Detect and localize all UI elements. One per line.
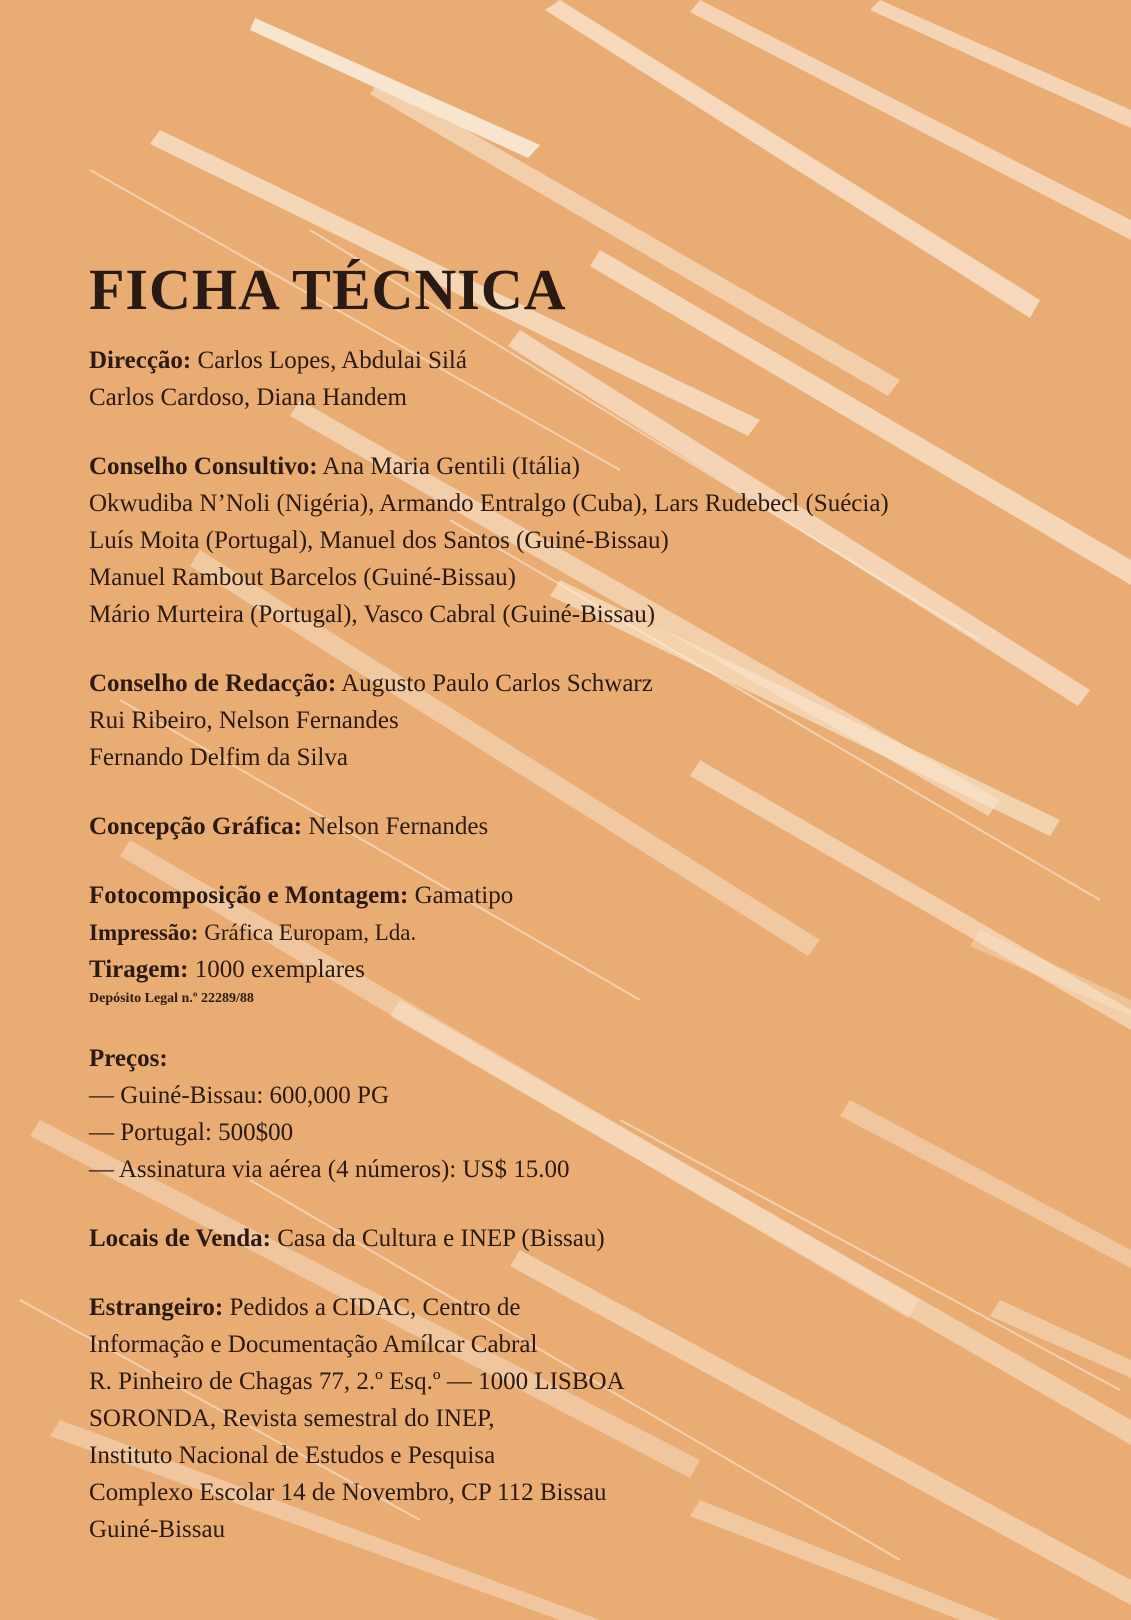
- direccao-section: [89, 342, 1089, 416]
- preco-item: — Portugal: 500$00: [89, 1119, 294, 1146]
- impressao-value: Gráfica Europam, Lda.: [198, 920, 417, 945]
- deposito-legal: Depósito Legal n.º 22289/88: [89, 991, 254, 1006]
- concepcao-line: [89, 808, 1089, 845]
- conselho-redaccao-label: Conselho de Redacção:: [89, 670, 337, 697]
- precos-section: [89, 1040, 1089, 1188]
- conselho-consultivo-line: [89, 448, 1089, 485]
- precos-label: Preços:: [89, 1045, 168, 1072]
- page-title: FICHA TÉCNICA: [89, 257, 567, 322]
- estrangeiro-line-6: Complexo Escolar 14 de Novembro, CP 112 Bissau: [89, 1479, 607, 1506]
- direccao-value: Carlos Lopes, Abdulai Silá: [191, 347, 467, 374]
- conselho-consultivo-value: Ana Maria Gentili (Itália): [317, 453, 580, 480]
- preco-item: — Assinatura via aérea (4 números): US$ 15.00: [89, 1156, 570, 1183]
- estrangeiro-value: Pedidos a CIDAC, Centro de: [223, 1294, 521, 1321]
- conselho-consultivo-label: Conselho Consultivo:: [89, 453, 318, 480]
- locais-label: Locais de Venda:: [89, 1225, 271, 1252]
- estrangeiro-section: [89, 1289, 1089, 1548]
- estrangeiro-line-3: R. Pinheiro de Chagas 77, 2.º Esq.º — 1000 LISBOA: [89, 1368, 625, 1395]
- producao-section: [89, 877, 1089, 1010]
- estrangeiro-line-4: SORONDA, Revista semestral do INEP,: [89, 1405, 495, 1432]
- locais-section: [89, 1220, 1089, 1257]
- concepcao-section: [89, 808, 1089, 845]
- estrangeiro-label: Estrangeiro:: [89, 1294, 224, 1321]
- conselho-consultivo-line-2: Okwudiba N’Noli (Nigéria), Armando Entralgo (Cuba), Lars Rudebecl (Suécia): [89, 490, 889, 517]
- impressao-line: [89, 914, 1089, 951]
- impressao-label: Impressão:: [89, 920, 199, 945]
- estrangeiro-line-7: Guiné-Bissau: [89, 1516, 226, 1543]
- fotocomposicao-label: Fotocomposição e Montagem:: [89, 882, 409, 909]
- concepcao-label: Concepção Gráfica:: [89, 813, 303, 840]
- tiragem-value: 1000 exemplares: [188, 956, 365, 983]
- conselho-consultivo-line-3: Luís Moita (Portugal), Manuel dos Santos (Guiné-Bissau): [89, 527, 669, 554]
- conselho-redaccao-section: [89, 665, 1089, 776]
- direccao-line-2: Carlos Cardoso, Diana Handem: [89, 384, 407, 411]
- direccao-line: [89, 342, 1089, 379]
- direccao-label: Direcção:: [89, 347, 192, 374]
- locais-line: [89, 1220, 1089, 1257]
- conselho-redaccao-line-3: Fernando Delfim da Silva: [89, 744, 348, 771]
- conselho-consultivo-line-5: Mário Murteira (Portugal), Vasco Cabral (Guiné-Bissau): [89, 601, 656, 628]
- conselho-consultivo-section: [89, 448, 1089, 633]
- estrangeiro-line-5: Instituto Nacional de Estudos e Pesquisa: [89, 1442, 496, 1469]
- tiragem-label: Tiragem:: [89, 956, 189, 983]
- concepcao-value: Nelson Fernandes: [302, 813, 489, 840]
- conselho-consultivo-line-4: Manuel Rambout Barcelos (Guiné-Bissau): [89, 564, 516, 591]
- technical-sheet: [89, 258, 1089, 1548]
- locais-value: Casa da Cultura e INEP (Bissau): [270, 1225, 605, 1252]
- conselho-redaccao-value: Augusto Paulo Carlos Schwarz: [336, 670, 653, 697]
- conselho-redaccao-line: [89, 665, 1089, 702]
- preco-item: — Guiné-Bissau: 600,000 PG: [89, 1082, 389, 1109]
- fotocomposicao-line: [89, 877, 1089, 914]
- fotocomposicao-value: Gamatipo: [408, 882, 514, 909]
- estrangeiro-line-2: Informação e Documentação Amílcar Cabral: [89, 1331, 538, 1358]
- estrangeiro-line: [89, 1289, 1089, 1326]
- conselho-redaccao-line-2: Rui Ribeiro, Nelson Fernandes: [89, 707, 399, 734]
- tiragem-line: [89, 951, 1089, 988]
